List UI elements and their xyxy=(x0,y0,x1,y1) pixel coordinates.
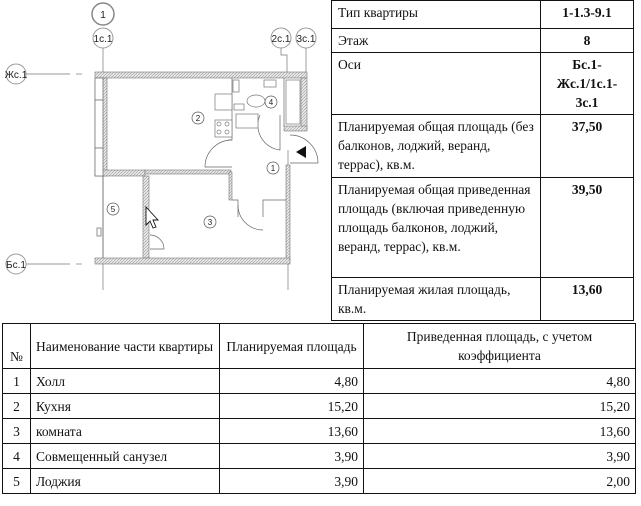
axis-label-2c1: 2с.1 xyxy=(271,34,291,45)
info-value: 39,50 xyxy=(541,178,634,278)
info-label: Планируемая общая площадь (без балконов, лоджий, веранд, террас), кв.м. xyxy=(332,115,541,178)
entrance-arrow-icon xyxy=(296,146,306,158)
cell-num: 4 xyxy=(3,444,31,469)
room-marker-2-label: 2 xyxy=(195,114,201,123)
info-row-reduced-area xyxy=(332,178,634,278)
axis-label-1c1: 1с.1 xyxy=(93,34,113,45)
cell-area: 15,20 xyxy=(220,394,364,419)
cell-area: 3,90 xyxy=(220,469,364,494)
room-marker-4 xyxy=(265,96,277,108)
floor-plan xyxy=(0,0,325,290)
cell-name: комната xyxy=(31,419,220,444)
info-row-floor xyxy=(332,29,634,53)
cell-num: 5 xyxy=(3,469,31,494)
cell-reduced: 13,60 xyxy=(364,419,636,444)
axis-marker-bc1 xyxy=(6,254,26,274)
window-left xyxy=(95,78,103,236)
cell-num: 3 xyxy=(3,419,31,444)
axis-marker-2c1 xyxy=(271,28,291,48)
room-marker-2 xyxy=(192,112,204,124)
apartment-info-table xyxy=(331,0,634,321)
axis-marker-section-1 xyxy=(92,3,114,25)
info-row-living-area xyxy=(332,278,634,321)
room-marker-4-label: 4 xyxy=(268,98,274,107)
table-row xyxy=(3,369,636,394)
room-marker-5-label: 5 xyxy=(110,205,116,214)
info-value: 13,60 xyxy=(541,278,634,321)
header-name: Наименование части квартиры xyxy=(31,324,220,369)
cell-reduced: 2,00 xyxy=(364,469,636,494)
cell-reduced: 3,90 xyxy=(364,444,636,469)
info-label: Этаж xyxy=(332,29,541,53)
table-row xyxy=(3,419,636,444)
header-area: Планируемая площадь xyxy=(220,324,364,369)
room-marker-3-label: 3 xyxy=(207,218,213,227)
cell-reduced: 15,20 xyxy=(364,394,636,419)
section-marker-label: 1 xyxy=(100,10,106,21)
axis-marker-3c1 xyxy=(296,28,316,48)
info-value: Бс.1-Жс.1/1с.1-3с.1 xyxy=(541,53,634,115)
cell-reduced: 4,80 xyxy=(364,369,636,394)
cell-num: 1 xyxy=(3,369,31,394)
room-marker-3 xyxy=(204,216,216,228)
cell-name: Лоджия xyxy=(31,469,220,494)
axis-marker-zhc1 xyxy=(5,64,28,84)
axis-marker-1c1 xyxy=(93,28,113,48)
info-label: Тип квартиры xyxy=(332,1,541,29)
room-marker-1-label: 1 xyxy=(270,164,276,173)
cell-area: 3,90 xyxy=(220,444,364,469)
info-value: 8 xyxy=(541,29,634,53)
axis-label-bc1: Бс.1 xyxy=(6,260,26,271)
info-value: 1-1.3-9.1 xyxy=(541,1,634,29)
info-label: Планируемая жилая площадь, кв.м. xyxy=(332,278,541,321)
cell-name: Холл xyxy=(31,369,220,394)
cell-num: 2 xyxy=(3,394,31,419)
rooms-table xyxy=(2,323,636,494)
table-row xyxy=(3,394,636,419)
axis-label-3c1: 3с.1 xyxy=(296,34,316,45)
cell-name: Кухня xyxy=(31,394,220,419)
table-row xyxy=(3,444,636,469)
axis-label-zhc1: Жс.1 xyxy=(4,70,28,81)
cell-name: Совмещенный санузел xyxy=(31,444,220,469)
info-row-total-area xyxy=(332,115,634,178)
info-label: Оси xyxy=(332,53,541,115)
info-row-type xyxy=(332,1,634,29)
header-num: № xyxy=(3,324,31,369)
room-marker-5 xyxy=(107,203,119,215)
room-marker-1 xyxy=(267,162,279,174)
table-row xyxy=(3,469,636,494)
info-value: 37,50 xyxy=(541,115,634,178)
rooms-table-header xyxy=(3,324,636,369)
info-row-axes xyxy=(332,53,634,115)
cell-area: 13,60 xyxy=(220,419,364,444)
info-label: Планируемая общая приведенная площадь (включая приведенную площадь балконов, лоджий, веранд, террас), кв.м. xyxy=(332,178,541,278)
cell-area: 4,80 xyxy=(220,369,364,394)
header-reduced: Приведенная площадь, с учетом коэффициента xyxy=(364,324,636,369)
